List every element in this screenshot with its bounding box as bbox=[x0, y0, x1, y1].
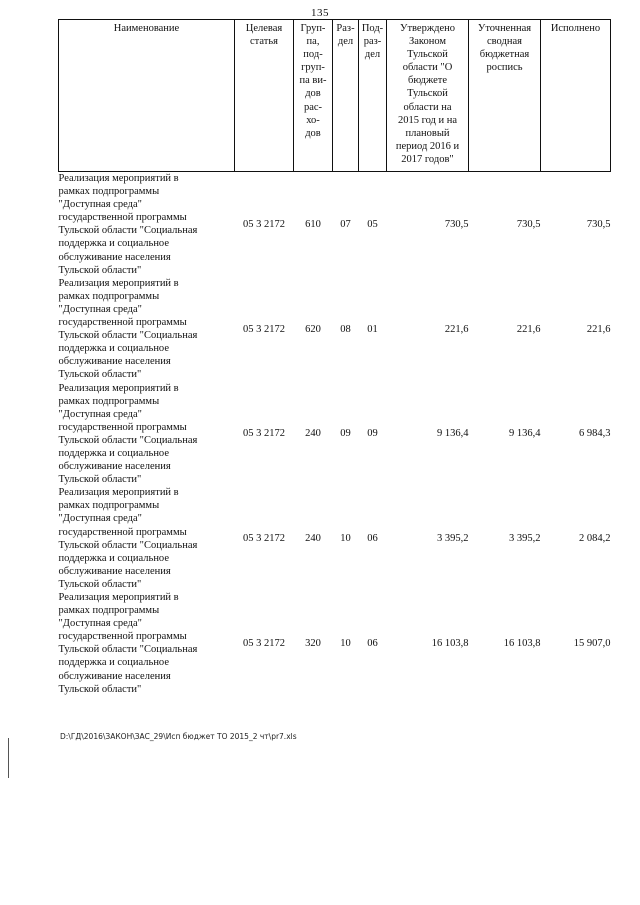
row-approved: 730,5 bbox=[444, 218, 469, 230]
table-row bbox=[59, 382, 611, 487]
row-refined: 3 395,2 bbox=[509, 533, 541, 545]
table-row bbox=[59, 172, 611, 277]
row-name: Реализация мероприятий в рамках подпрограммы "Доступная среда" государственной программы Тульской области "Социальная поддержка и социальное обслуживание населения Тульской области" bbox=[58, 173, 198, 276]
row-section: 07 bbox=[340, 218, 351, 230]
table-row bbox=[59, 277, 611, 382]
row-subsection: 06 bbox=[367, 533, 378, 545]
row-subsection: 01 bbox=[367, 323, 378, 335]
row-approved: 9 136,4 bbox=[437, 428, 469, 440]
budget-table bbox=[58, 19, 611, 696]
row-subsection: 09 bbox=[367, 428, 378, 440]
row-name: Реализация мероприятий в рамках подпрограммы "Доступная среда" государственной программы Тульской области "Социальная поддержка и социальное обслуживание населения Тульской области" bbox=[58, 277, 198, 381]
row-section: 09 bbox=[340, 428, 351, 440]
file-path-footer: D:\ГД\2016\ЗАКОН\ЗАС_29\Исп бюджет ТО 2015_2 чт\pr7.xls bbox=[60, 732, 297, 741]
row-executed: 221,6 bbox=[586, 323, 611, 335]
row-expense-group: 320 bbox=[305, 637, 321, 649]
row-executed: 6 984,3 bbox=[579, 428, 611, 440]
header-refined-budget: Уточненная сводная бюджетная роспись bbox=[469, 20, 541, 172]
row-refined: 16 103,8 bbox=[503, 637, 541, 649]
page-number: 135 bbox=[311, 7, 329, 19]
row-subsection: 05 bbox=[367, 218, 378, 230]
row-expense-group: 240 bbox=[305, 428, 321, 440]
table-row bbox=[59, 591, 611, 696]
row-approved: 3 395,2 bbox=[437, 533, 469, 545]
row-target-article: 05 3 2172 bbox=[243, 428, 285, 440]
row-target-article: 05 3 2172 bbox=[243, 323, 285, 335]
row-refined: 221,6 bbox=[516, 323, 541, 335]
row-executed: 2 084,2 bbox=[579, 533, 611, 545]
row-section: 10 bbox=[340, 637, 351, 649]
header-name: Наименование bbox=[59, 20, 235, 172]
row-name: Реализация мероприятий в рамках подпрограммы "Доступная среда" государственной программы Тульской области "Социальная поддержка и социальное обслуживание населения Тульской области" bbox=[58, 487, 198, 590]
header-approved-by-law: Утверждено Законом Тульской области "О бюджете Тульской области на 2015 год и на плановый период 2016 и 2017 годов" bbox=[387, 20, 469, 172]
row-executed: 730,5 bbox=[586, 218, 611, 230]
row-expense-group: 240 bbox=[305, 533, 321, 545]
row-target-article: 05 3 2172 bbox=[243, 533, 285, 545]
header-section: Раз- дел bbox=[333, 20, 359, 172]
row-refined: 9 136,4 bbox=[509, 428, 541, 440]
row-refined: 730,5 bbox=[516, 218, 541, 230]
table-row bbox=[59, 486, 611, 591]
header-expense-group: Груп- па, под- груп- па ви- дов рас- хо- дов bbox=[294, 20, 333, 172]
row-approved: 221,6 bbox=[444, 323, 469, 335]
row-expense-group: 610 bbox=[305, 218, 321, 230]
row-approved: 16 103,8 bbox=[431, 637, 469, 649]
row-section: 10 bbox=[340, 533, 351, 545]
row-target-article: 05 3 2172 bbox=[243, 218, 285, 230]
row-section: 08 bbox=[340, 323, 351, 335]
table-header-row bbox=[59, 20, 611, 172]
row-expense-group: 620 bbox=[305, 323, 321, 335]
header-executed: Исполнено bbox=[541, 20, 611, 172]
row-executed: 15 907,0 bbox=[573, 637, 611, 649]
header-target-article: Целевая статья bbox=[235, 20, 294, 172]
header-subsection: Под- раз- дел bbox=[359, 20, 387, 172]
row-subsection: 06 bbox=[367, 637, 378, 649]
row-name: Реализация мероприятий в рамках подпрограммы "Доступная среда" государственной программы Тульской области "Социальная поддержка и социальное обслуживание населения Тульской области" bbox=[58, 382, 198, 486]
scan-margin-line bbox=[8, 738, 9, 778]
row-name: Реализация мероприятий в рамках подпрограммы "Доступная среда" государственной программы Тульской области "Социальная поддержка и социальное обслуживание населения Тульской области" bbox=[58, 592, 198, 695]
row-target-article: 05 3 2172 bbox=[243, 637, 285, 649]
